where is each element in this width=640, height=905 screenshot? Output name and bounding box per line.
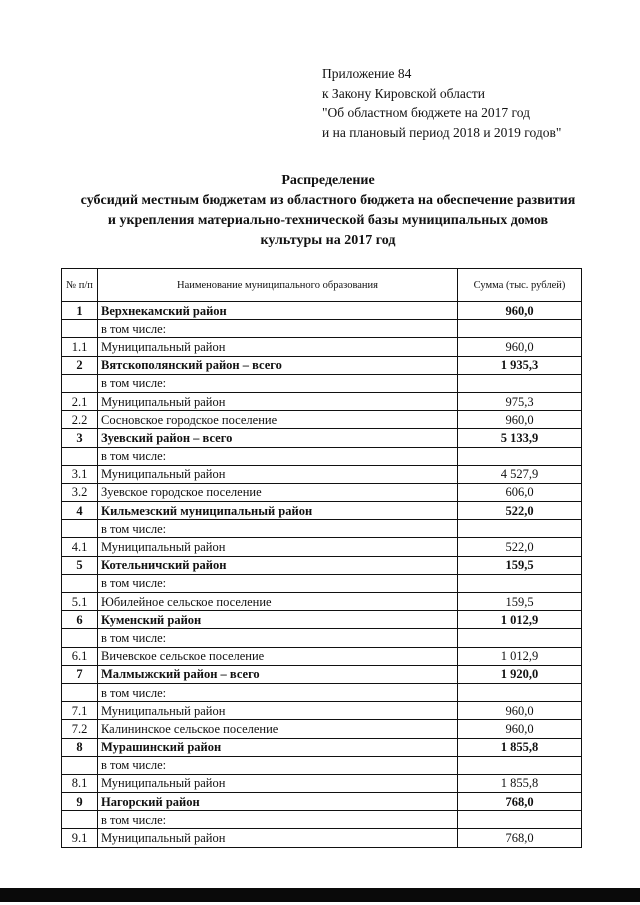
row-number: 2.2	[62, 411, 98, 429]
row-name: в том числе:	[98, 629, 458, 647]
row-sum: 4 527,9	[458, 465, 582, 483]
row-sum	[458, 374, 582, 392]
row-number	[62, 629, 98, 647]
row-sum: 1 855,8	[458, 738, 582, 756]
row-number	[62, 447, 98, 465]
row-name: Зуевское городское поселение	[98, 483, 458, 501]
table-row	[62, 647, 582, 665]
table-row	[62, 593, 582, 611]
table-row	[62, 392, 582, 410]
row-number	[62, 374, 98, 392]
row-sum: 159,5	[458, 556, 582, 574]
row-name: Мурашинский район	[98, 738, 458, 756]
title-line: и укрепления материально-технической базы муниципальных домов	[107, 213, 549, 228]
row-number	[62, 320, 98, 338]
row-number: 7.2	[62, 720, 98, 738]
row-sum	[458, 447, 582, 465]
row-sum	[458, 811, 582, 829]
table-row	[62, 502, 582, 520]
row-sum: 159,5	[458, 593, 582, 611]
title-line: культуры на 2017 год	[260, 233, 396, 248]
distribution-table	[61, 268, 582, 848]
title-line: Распределение	[281, 173, 375, 188]
row-sum: 960,0	[458, 411, 582, 429]
row-sum	[458, 574, 582, 592]
document-title	[40, 171, 616, 251]
row-sum: 960,0	[458, 702, 582, 720]
row-sum: 522,0	[458, 538, 582, 556]
table-row	[62, 756, 582, 774]
row-sum: 1 935,3	[458, 356, 582, 374]
row-sum: 5 133,9	[458, 429, 582, 447]
row-name: в том числе:	[98, 374, 458, 392]
row-number: 1.1	[62, 338, 98, 356]
row-number: 4.1	[62, 538, 98, 556]
row-sum	[458, 520, 582, 538]
row-number: 6	[62, 611, 98, 629]
row-number: 7.1	[62, 702, 98, 720]
row-name: Зуевский район – всего	[98, 429, 458, 447]
table-row	[62, 465, 582, 483]
row-number: 4	[62, 502, 98, 520]
row-number: 3.2	[62, 483, 98, 501]
row-sum	[458, 320, 582, 338]
row-name: Сосновское городское поселение	[98, 411, 458, 429]
table-row	[62, 411, 582, 429]
row-number	[62, 574, 98, 592]
table-row	[62, 302, 582, 320]
row-name: Муниципальный район	[98, 829, 458, 847]
row-name: в том числе:	[98, 811, 458, 829]
row-name: Юбилейное сельское поселение	[98, 593, 458, 611]
row-number	[62, 520, 98, 538]
row-name: Верхнекамский район	[98, 302, 458, 320]
table-row	[62, 702, 582, 720]
row-number: 2.1	[62, 392, 98, 410]
header-number: № п/п	[62, 269, 98, 302]
row-number: 1	[62, 302, 98, 320]
row-name: Котельничский район	[98, 556, 458, 574]
table-row	[62, 574, 582, 592]
title-line: субсидий местным бюджетам из областного бюджета на обеспечение развития	[80, 193, 576, 208]
table-row	[62, 429, 582, 447]
row-number: 9.1	[62, 829, 98, 847]
appendix-line: Приложение 84	[322, 66, 412, 81]
table-body	[62, 302, 582, 848]
table-row	[62, 520, 582, 538]
row-number	[62, 756, 98, 774]
header-sum: Сумма (тыс. рублей)	[458, 269, 582, 302]
row-sum: 768,0	[458, 793, 582, 811]
row-sum: 768,0	[458, 829, 582, 847]
row-sum: 975,3	[458, 392, 582, 410]
row-sum: 522,0	[458, 502, 582, 520]
row-sum: 960,0	[458, 302, 582, 320]
row-number: 8.1	[62, 774, 98, 792]
row-sum: 1 012,9	[458, 647, 582, 665]
table-row	[62, 611, 582, 629]
table-row	[62, 374, 582, 392]
table-row	[62, 538, 582, 556]
table-row	[62, 829, 582, 847]
row-number: 2	[62, 356, 98, 374]
row-name: в том числе:	[98, 447, 458, 465]
row-name: Малмыжский район – всего	[98, 665, 458, 683]
row-sum: 1 012,9	[458, 611, 582, 629]
row-name: в том числе:	[98, 683, 458, 701]
table-row	[62, 774, 582, 792]
table-row	[62, 629, 582, 647]
row-name: Муниципальный район	[98, 702, 458, 720]
row-sum: 960,0	[458, 720, 582, 738]
table-row	[62, 483, 582, 501]
row-name: Вичевское сельское поселение	[98, 647, 458, 665]
row-sum: 960,0	[458, 338, 582, 356]
row-name: Кильмезский муниципальный район	[98, 502, 458, 520]
row-number	[62, 683, 98, 701]
table-row	[62, 556, 582, 574]
row-name: Муниципальный район	[98, 392, 458, 410]
appendix-line: к Закону Кировской области	[322, 85, 486, 101]
row-name: Куменский район	[98, 611, 458, 629]
row-number: 5	[62, 556, 98, 574]
table-row	[62, 447, 582, 465]
table-row	[62, 811, 582, 829]
row-name: в том числе:	[98, 320, 458, 338]
table-row	[62, 793, 582, 811]
row-number: 7	[62, 665, 98, 683]
row-number: 6.1	[62, 647, 98, 665]
table-row	[62, 320, 582, 338]
table-header-row	[62, 269, 582, 302]
table-row	[62, 665, 582, 683]
row-number: 9	[62, 793, 98, 811]
appendix-header	[322, 64, 561, 142]
row-name: Нагорский район	[98, 793, 458, 811]
row-name: в том числе:	[98, 756, 458, 774]
row-number: 8	[62, 738, 98, 756]
row-number: 3.1	[62, 465, 98, 483]
row-number	[62, 811, 98, 829]
row-name: Калининское сельское поселение	[98, 720, 458, 738]
row-sum	[458, 683, 582, 701]
row-number: 3	[62, 429, 98, 447]
row-number: 5.1	[62, 593, 98, 611]
row-sum	[458, 756, 582, 774]
scan-edge-bar	[0, 888, 640, 902]
row-name: Муниципальный район	[98, 338, 458, 356]
header-name: Наименование муниципального образования	[98, 269, 458, 302]
row-sum: 1 855,8	[458, 774, 582, 792]
row-sum	[458, 629, 582, 647]
table-row	[62, 356, 582, 374]
row-name: Муниципальный район	[98, 465, 458, 483]
table-row	[62, 738, 582, 756]
table-row	[62, 338, 582, 356]
row-name: Муниципальный район	[98, 538, 458, 556]
table-row	[62, 683, 582, 701]
table-row	[62, 720, 582, 738]
row-name: в том числе:	[98, 574, 458, 592]
row-name: в том числе:	[98, 520, 458, 538]
row-name: Вятскополянский район – всего	[98, 356, 458, 374]
row-sum: 606,0	[458, 483, 582, 501]
row-name: Муниципальный район	[98, 774, 458, 792]
appendix-line: "Об областном бюджете на 2017 год	[322, 105, 530, 120]
row-sum: 1 920,0	[458, 665, 582, 683]
appendix-line: и на плановый период 2018 и 2019 годов"	[322, 124, 562, 140]
